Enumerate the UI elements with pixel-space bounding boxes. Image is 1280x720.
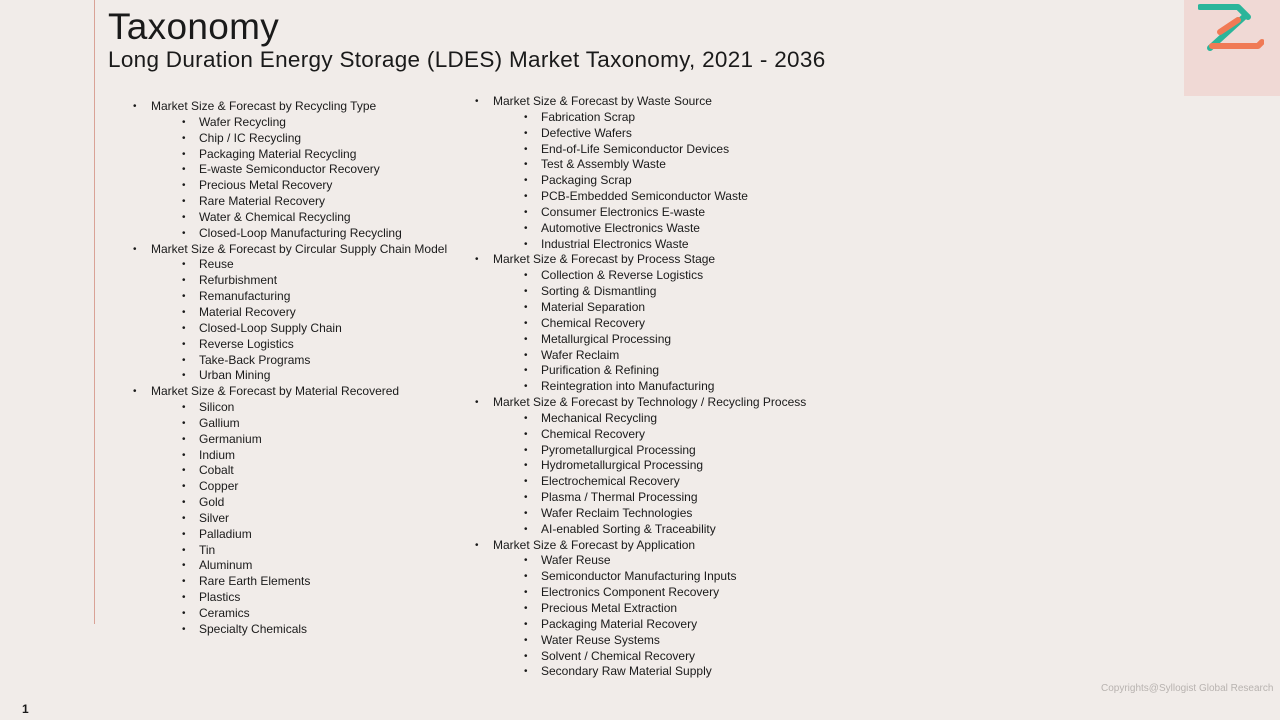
list-item — [474, 173, 806, 189]
bullet-icon: • — [524, 412, 528, 424]
bullet-icon: • — [524, 111, 528, 123]
bullet-icon: • — [524, 143, 528, 155]
bullet-icon: • — [524, 286, 528, 298]
bullet-icon: • — [524, 634, 528, 646]
bullet-icon: • — [182, 354, 186, 366]
bullet-icon: • — [524, 206, 528, 218]
list-item-text: Tin — [199, 542, 216, 557]
bullet-icon: • — [524, 270, 528, 282]
bullet-icon: • — [133, 243, 137, 255]
bullet-icon: • — [133, 386, 137, 398]
bullet-icon: • — [524, 523, 528, 535]
list-item-text: Hydrometallurgical Processing — [541, 458, 704, 473]
list-item-text: Aluminum — [199, 558, 253, 573]
list-item-text: Packaging Material Recovery — [541, 616, 698, 631]
bullet-icon: • — [475, 96, 479, 107]
list-item — [474, 189, 806, 205]
bullet-icon: • — [182, 497, 186, 509]
bullet-icon: • — [524, 191, 528, 203]
bullet-icon: • — [182, 275, 186, 287]
bullet-icon: • — [182, 306, 186, 318]
list-item-text: Consumer Electronics E-waste — [541, 204, 706, 219]
list-item-text: Silver — [199, 510, 230, 525]
list-item-text: Reverse Logistics — [199, 336, 294, 351]
list-item — [132, 511, 447, 527]
list-item — [474, 585, 806, 601]
list-item-text: Remanufacturing — [199, 289, 291, 304]
bullet-icon: • — [182, 465, 186, 477]
list-item-text: Collection & Reverse Logistics — [541, 268, 704, 283]
list-item — [132, 416, 447, 432]
list-item-text: Closed-Loop Supply Chain — [199, 320, 342, 335]
bullet-icon: • — [182, 544, 186, 556]
list-item — [474, 490, 806, 506]
list-item — [132, 622, 447, 638]
list-item-text: Precious Metal Extraction — [541, 601, 678, 615]
bullet-icon: • — [475, 254, 479, 266]
list-item — [474, 237, 806, 253]
bullet-icon: • — [524, 381, 528, 393]
list-item-text: Automotive Electronics Waste — [541, 220, 700, 235]
list-item-text: Water Reuse Systems — [541, 632, 660, 647]
list-item-text: Specialty Chemicals — [199, 621, 308, 636]
bullet-icon: • — [524, 127, 528, 139]
list-item-text: Industrial Electronics Waste — [541, 236, 689, 251]
list-item — [474, 284, 806, 300]
bullet-icon: • — [524, 222, 528, 234]
list-item — [474, 569, 806, 585]
list-item-text: Wafer Reclaim — [541, 347, 620, 362]
bullet-icon: • — [524, 555, 528, 567]
section-heading — [132, 242, 447, 258]
bullet-icon: • — [524, 317, 528, 329]
list-item — [474, 126, 806, 142]
list-item-text: Closed-Loop Manufacturing Recycling — [199, 225, 402, 240]
list-item — [132, 590, 447, 606]
list-item-text: End-of-Life Semiconductor Devices — [541, 141, 730, 156]
bullet-icon: • — [524, 618, 528, 630]
list-item-text: Gallium — [199, 415, 240, 430]
section-heading — [474, 395, 806, 411]
list-item-text: Urban Mining — [199, 368, 271, 383]
list-item-text: Packaging Material Recycling — [199, 146, 357, 161]
list-item-text: Wafer Reuse — [541, 553, 611, 568]
section-heading-text: Market Size & Forecast by Technology / Recycling Process — [493, 395, 807, 410]
list-item — [132, 606, 447, 622]
list-item — [132, 400, 447, 416]
bullet-icon: • — [524, 333, 528, 345]
bullet-icon: • — [524, 301, 528, 313]
bullet-icon: • — [182, 576, 186, 588]
taxonomy-section — [132, 99, 447, 242]
bullet-icon: • — [182, 227, 186, 239]
list-item — [132, 147, 447, 163]
section-heading-text: Market Size & Forecast by Application — [493, 537, 696, 552]
bullet-icon: • — [182, 608, 186, 619]
section-heading-text: Market Size & Forecast by Recycling Type — [151, 99, 377, 113]
list-item-text: PCB-Embedded Semiconductor Waste — [541, 189, 748, 204]
list-item-text: Ceramics — [199, 606, 250, 620]
bullet-icon: • — [524, 492, 528, 504]
taxonomy-section — [132, 242, 447, 385]
list-item — [132, 479, 447, 495]
list-item — [474, 617, 806, 633]
list-item — [132, 115, 447, 131]
bullet-icon: • — [524, 476, 528, 488]
list-item-text: Material Separation — [541, 299, 646, 314]
section-heading-text: Market Size & Forecast by Waste Source — [493, 94, 712, 108]
taxonomy-section — [474, 94, 806, 252]
list-item — [474, 348, 806, 364]
list-item — [474, 427, 806, 443]
list-item-text: Copper — [199, 479, 239, 494]
accent-divider-line — [94, 0, 95, 624]
list-item — [474, 664, 806, 680]
bullet-icon: • — [182, 291, 186, 303]
list-item — [132, 210, 447, 226]
page-title: Taxonomy — [108, 6, 280, 47]
bullet-icon: • — [182, 132, 186, 144]
list-item-text: Chemical Recovery — [541, 315, 646, 330]
list-item-text: Reintegration into Manufacturing — [541, 379, 715, 394]
list-item — [132, 194, 447, 210]
bullet-icon: • — [182, 528, 186, 540]
bullet-icon: • — [182, 449, 186, 461]
section-heading-text: Market Size & Forecast by Circular Supply Chain Model — [151, 241, 448, 256]
list-item — [132, 495, 447, 511]
list-item-text: Rare Material Recovery — [199, 194, 326, 209]
taxonomy-column-right — [474, 94, 806, 680]
bullet-icon: • — [182, 338, 186, 350]
list-item — [132, 432, 447, 448]
list-item — [474, 601, 806, 617]
bullet-icon: • — [182, 322, 186, 334]
bullet-icon: • — [182, 180, 186, 192]
list-item-text: Wafer Recycling — [199, 114, 286, 129]
list-item-text: E-waste Semiconductor Recovery — [199, 162, 380, 177]
list-item-text: Defective Wafers — [541, 125, 632, 140]
bullet-icon: • — [182, 623, 186, 635]
list-item — [474, 332, 806, 348]
list-item — [474, 110, 806, 126]
list-item — [474, 443, 806, 459]
list-item — [474, 157, 806, 173]
bullet-icon: • — [182, 164, 186, 176]
list-item — [474, 142, 806, 158]
bullet-icon: • — [524, 175, 528, 187]
section-heading — [132, 99, 447, 115]
list-item-text: Pyrometallurgical Processing — [541, 442, 696, 457]
section-heading — [474, 94, 806, 110]
list-item — [474, 316, 806, 332]
list-item — [132, 353, 447, 369]
taxonomy-column-left — [132, 99, 447, 638]
bullet-icon: • — [524, 349, 528, 361]
list-item — [474, 522, 806, 538]
list-item — [474, 474, 806, 490]
list-item — [132, 463, 447, 479]
bullet-icon: • — [475, 397, 479, 409]
syllogist-logo-icon — [1198, 4, 1264, 54]
list-item-text: Purification & Refining — [541, 363, 660, 378]
list-item-text: Electronics Component Recovery — [541, 585, 720, 600]
bullet-icon: • — [182, 370, 186, 382]
list-item-text: Test & Assembly Waste — [541, 157, 666, 172]
taxonomy-section — [474, 252, 806, 395]
list-item-text: Electrochemical Recovery — [541, 474, 680, 489]
list-item-text: Plastics — [199, 590, 241, 605]
bullet-icon: • — [182, 512, 186, 524]
list-item — [474, 268, 806, 284]
list-item-text: AI-enabled Sorting & Traceability — [541, 521, 716, 536]
bullet-icon: • — [524, 571, 528, 583]
bullet-icon: • — [524, 587, 528, 599]
list-item — [132, 574, 447, 590]
list-item — [474, 363, 806, 379]
list-item — [474, 458, 806, 474]
list-item-text: Packaging Scrap — [541, 173, 632, 188]
list-item-text: Fabrication Scrap — [541, 109, 636, 124]
list-item — [132, 162, 447, 178]
section-heading — [474, 538, 806, 554]
bullet-icon: • — [182, 116, 186, 128]
list-item-text: Semiconductor Manufacturing Inputs — [541, 569, 737, 584]
list-item-text: Palladium — [199, 526, 252, 541]
list-item — [132, 558, 447, 574]
list-item — [474, 649, 806, 665]
list-item — [474, 300, 806, 316]
bullet-icon: • — [524, 603, 528, 614]
bullet-icon: • — [182, 433, 186, 445]
list-item-text: Water & Chemical Recycling — [199, 209, 351, 224]
bullet-icon: • — [524, 666, 528, 678]
list-item-text: Material Recovery — [199, 304, 296, 319]
list-item — [474, 221, 806, 237]
list-item — [474, 411, 806, 427]
bullet-icon: • — [182, 259, 186, 271]
bullet-icon: • — [133, 101, 137, 112]
bullet-icon: • — [182, 148, 186, 160]
list-item — [132, 178, 447, 194]
page-number: 1 — [22, 702, 29, 716]
bullet-icon: • — [475, 539, 479, 551]
bullet-icon: • — [182, 417, 186, 429]
list-item-text: Sorting & Dismantling — [541, 284, 657, 299]
bullet-icon: • — [524, 159, 528, 171]
taxonomy-section — [474, 538, 806, 681]
bullet-icon: • — [524, 428, 528, 440]
list-item — [132, 305, 447, 321]
bullet-icon: • — [182, 196, 186, 208]
bullet-icon: • — [524, 365, 528, 377]
list-item-text: Wafer Reclaim Technologies — [541, 505, 693, 520]
list-item-text: Plasma / Thermal Processing — [541, 490, 698, 505]
list-item-text: Rare Earth Elements — [199, 574, 311, 589]
list-item-text: Reuse — [199, 257, 234, 272]
list-item-text: Precious Metal Recovery — [199, 178, 333, 193]
bullet-icon: • — [524, 238, 528, 250]
list-item — [132, 257, 447, 273]
list-item — [132, 321, 447, 337]
list-item-text: Chip / IC Recycling — [199, 130, 302, 145]
bullet-icon: • — [524, 460, 528, 472]
list-item — [132, 273, 447, 289]
section-heading — [132, 384, 447, 400]
list-item-text: Secondary Raw Material Supply — [541, 664, 712, 679]
section-heading-text: Market Size & Forecast by Material Recovered — [151, 384, 400, 399]
list-item — [474, 553, 806, 569]
list-item-text: Indium — [199, 447, 236, 462]
list-item — [132, 289, 447, 305]
list-item — [132, 527, 447, 543]
bullet-icon: • — [182, 560, 186, 572]
bullet-icon: • — [182, 402, 186, 414]
list-item-text: Mechanical Recycling — [541, 410, 658, 425]
list-item-text: Refurbishment — [199, 273, 278, 288]
list-item-text: Take-Back Programs — [199, 352, 311, 367]
copyright-notice: Copyrights@Syllogist Global Research — [1101, 683, 1274, 694]
logo — [1184, 0, 1280, 96]
bullet-icon: • — [524, 507, 528, 519]
section-heading-text: Market Size & Forecast by Process Stage — [493, 252, 716, 267]
bullet-icon: • — [524, 444, 528, 456]
taxonomy-section — [474, 395, 806, 538]
list-item-text: Germanium — [199, 431, 262, 446]
list-item-text: Chemical Recovery — [541, 426, 646, 441]
list-item — [132, 448, 447, 464]
list-item — [132, 337, 447, 353]
list-item — [132, 131, 447, 147]
list-item — [474, 379, 806, 395]
taxonomy-section — [132, 384, 447, 638]
list-item-text: Solvent / Chemical Recovery — [541, 648, 696, 663]
list-item-text: Metallurgical Processing — [541, 331, 672, 346]
list-item-text: Gold — [199, 495, 225, 510]
bullet-icon: • — [182, 481, 186, 493]
page-subtitle: Long Duration Energy Storage (LDES) Market Taxonomy, 2021 - 2036 — [108, 47, 826, 72]
list-item-text: Silicon — [199, 400, 235, 415]
bullet-icon: • — [182, 592, 186, 604]
bullet-icon: • — [524, 650, 528, 662]
bullet-icon: • — [182, 211, 186, 223]
list-item-text: Cobalt — [199, 463, 234, 478]
list-item — [132, 543, 447, 559]
list-item — [474, 506, 806, 522]
list-item — [132, 226, 447, 242]
list-item — [474, 205, 806, 221]
list-item — [474, 633, 806, 649]
list-item — [132, 368, 447, 384]
section-heading — [474, 252, 806, 268]
